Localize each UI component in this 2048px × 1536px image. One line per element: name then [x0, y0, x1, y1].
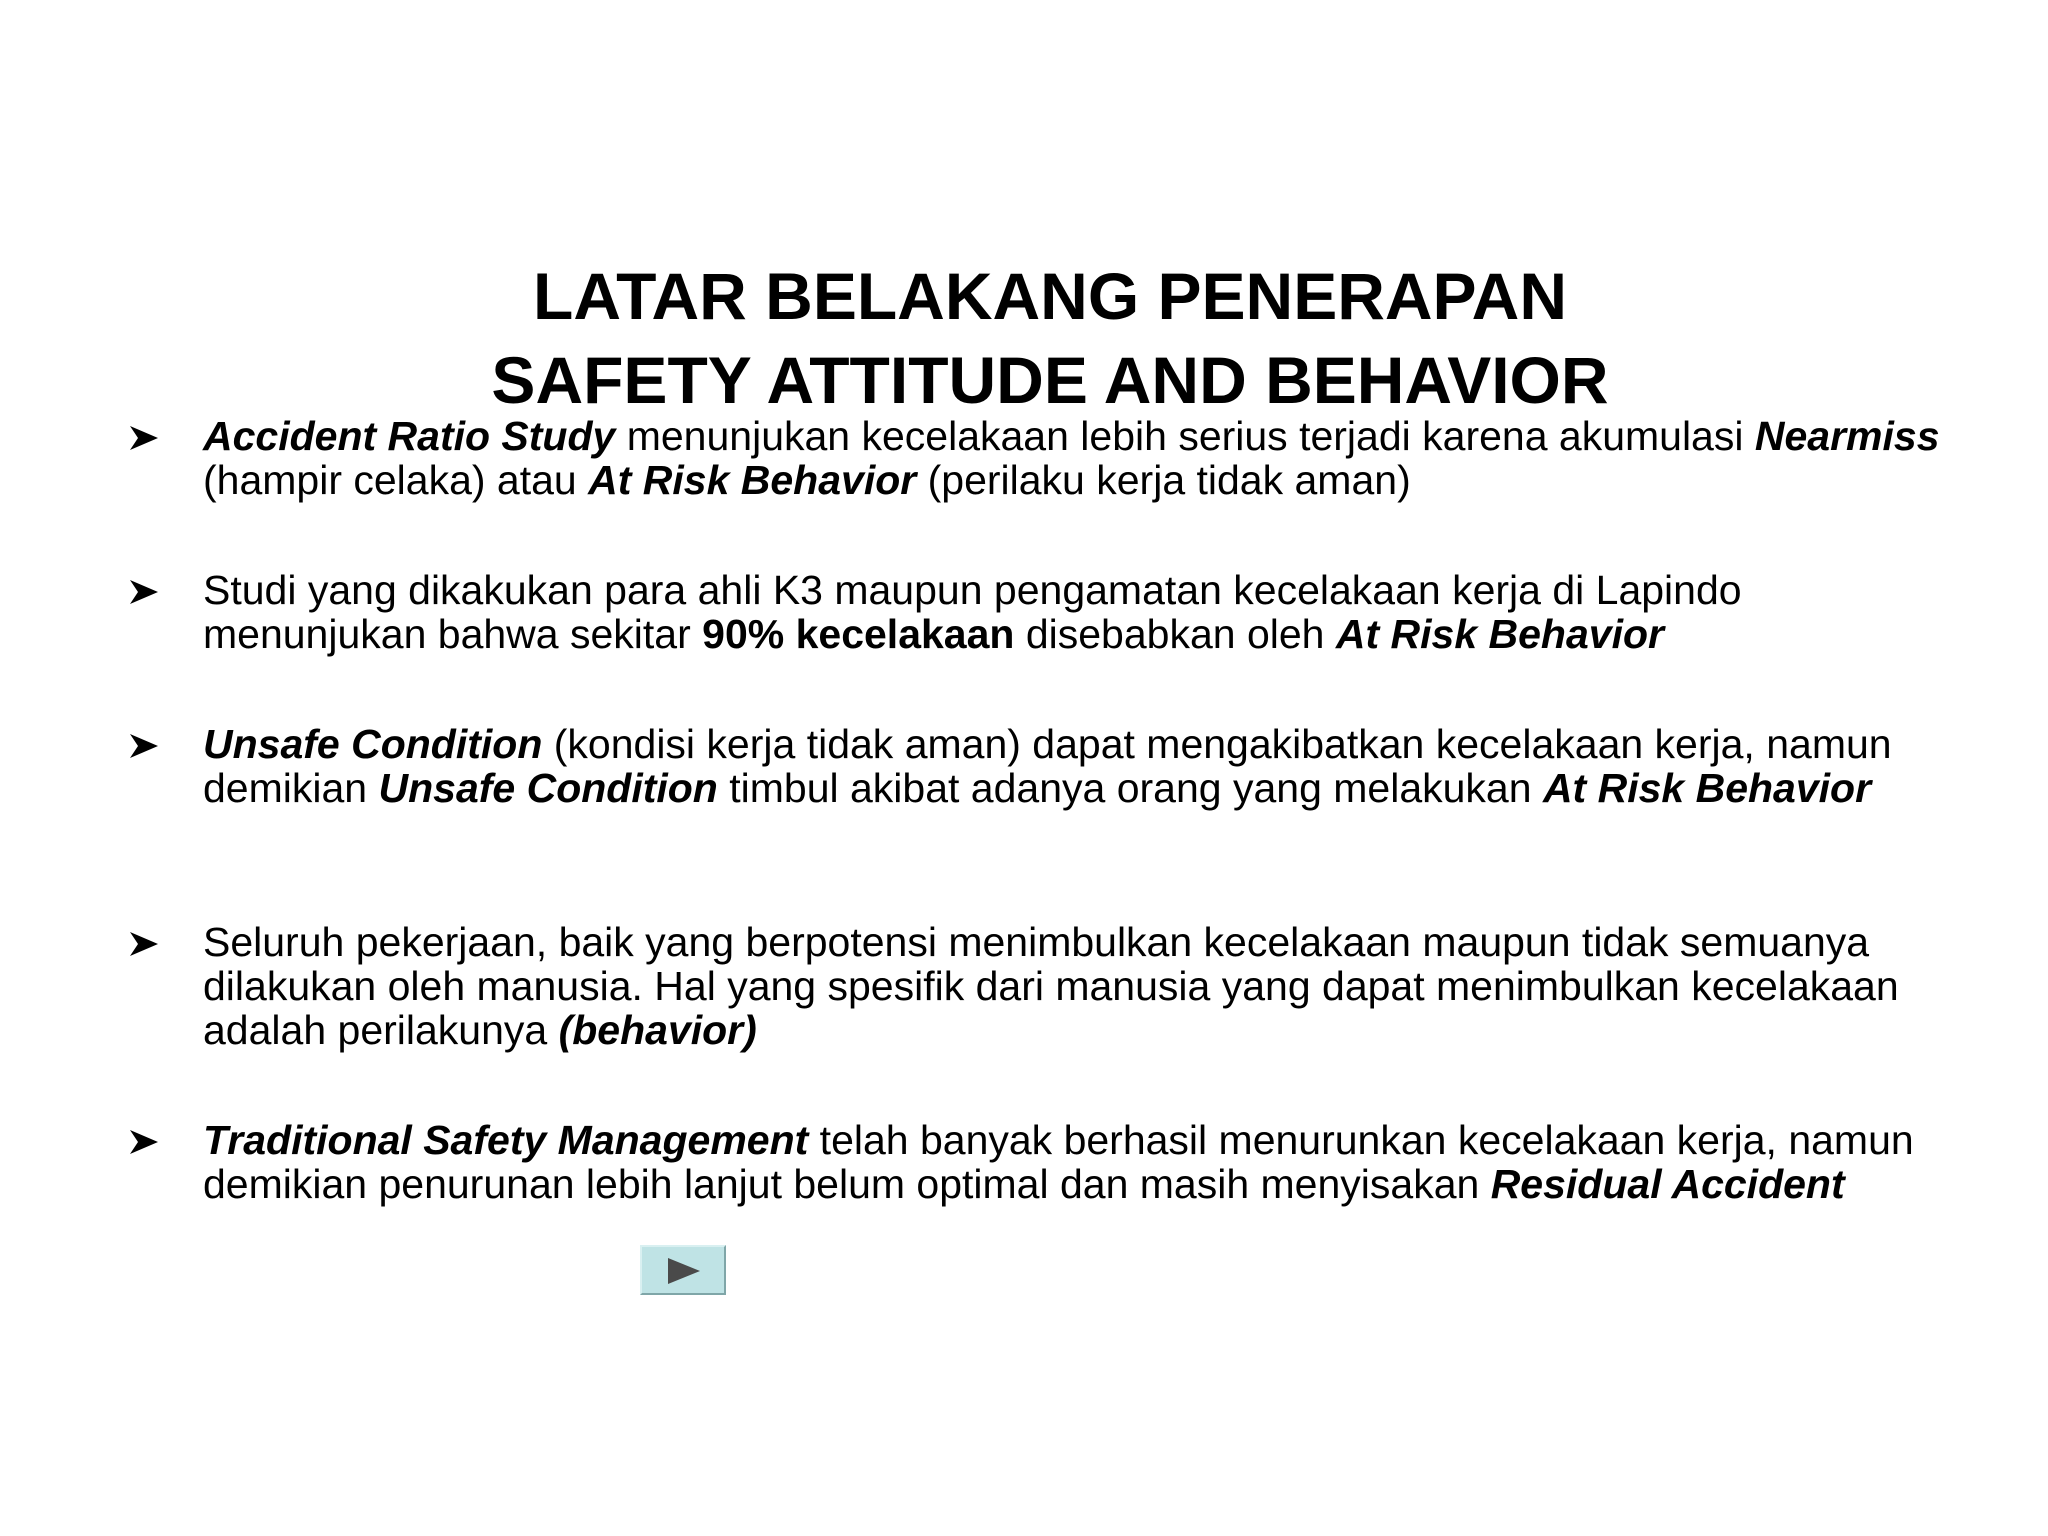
bullet-text	[203, 1118, 1963, 1206]
bullet-text	[203, 722, 1963, 810]
emphasis-text: Residual Accident	[1490, 1161, 1845, 1207]
play-triangle-icon	[666, 1256, 702, 1286]
arrowhead-bullet-icon	[128, 730, 160, 762]
body-text: Seluruh pekerjaan, baik yang berpotensi menimbulkan kecelakaan maupun tidak semuanya dilakukan oleh manusia. Hal yang spesifik dari manusia yang dapat menimbulkan kecelakaan adalah perilakunya	[203, 919, 1899, 1053]
emphasis-text: 90% kecelakaan	[702, 611, 1015, 657]
body-text: disebabkan oleh	[1014, 611, 1336, 657]
body-text: menunjukan kecelakaan lebih serius terjadi karena akumulasi	[615, 413, 1755, 459]
emphasis-text: Traditional Safety Management	[203, 1117, 809, 1163]
emphasis-text: At Risk Behavior	[588, 457, 917, 503]
bullet-text	[203, 920, 1963, 1052]
bullet-text	[203, 568, 1963, 656]
body-text: Studi yang dikakukan para ahli K3 maupun pengamatan kecelakaan kerja di Lapindo menunjukan bahwa sekitar	[203, 567, 1742, 657]
arrowhead-bullet-icon	[128, 1126, 160, 1158]
body-text: telah banyak berhasil menurunkan kecelakaan kerja, namun demikian penurunan lebih lanjut belum optimal dan masih menyisakan	[203, 1117, 1914, 1207]
arrowhead-bullet-icon	[128, 576, 160, 608]
body-text: (perilaku kerja tidak aman)	[916, 457, 1411, 503]
arrowhead-bullet-icon	[128, 422, 160, 454]
emphasis-text: Unsafe Condition	[203, 721, 543, 767]
next-slide-button[interactable]	[640, 1245, 726, 1295]
emphasis-text: Accident Ratio Study	[203, 413, 616, 459]
slide-title-line-2: SAFETY ATTITUDE AND BEHAVIOR	[491, 343, 1609, 418]
arrowhead-bullet-icon	[128, 928, 160, 960]
emphasis-text: (behavior)	[558, 1007, 757, 1053]
emphasis-text: At Risk Behavior	[1542, 765, 1872, 811]
emphasis-text: Unsafe Condition	[378, 765, 718, 811]
emphasis-text: Nearmiss	[1754, 413, 1940, 459]
bullet-text	[203, 414, 1963, 502]
slide-title-line-1: LATAR BELAKANG PENERAPAN	[533, 259, 1567, 334]
body-text: (kondisi kerja tidak aman) dapat mengakibatkan kecelakaan kerja, namun demikian	[203, 721, 1892, 811]
body-text: (hampir celaka) atau	[203, 457, 589, 503]
body-text: timbul akibat adanya orang yang melakukan	[717, 765, 1543, 811]
emphasis-text: At Risk Behavior	[1335, 611, 1664, 657]
